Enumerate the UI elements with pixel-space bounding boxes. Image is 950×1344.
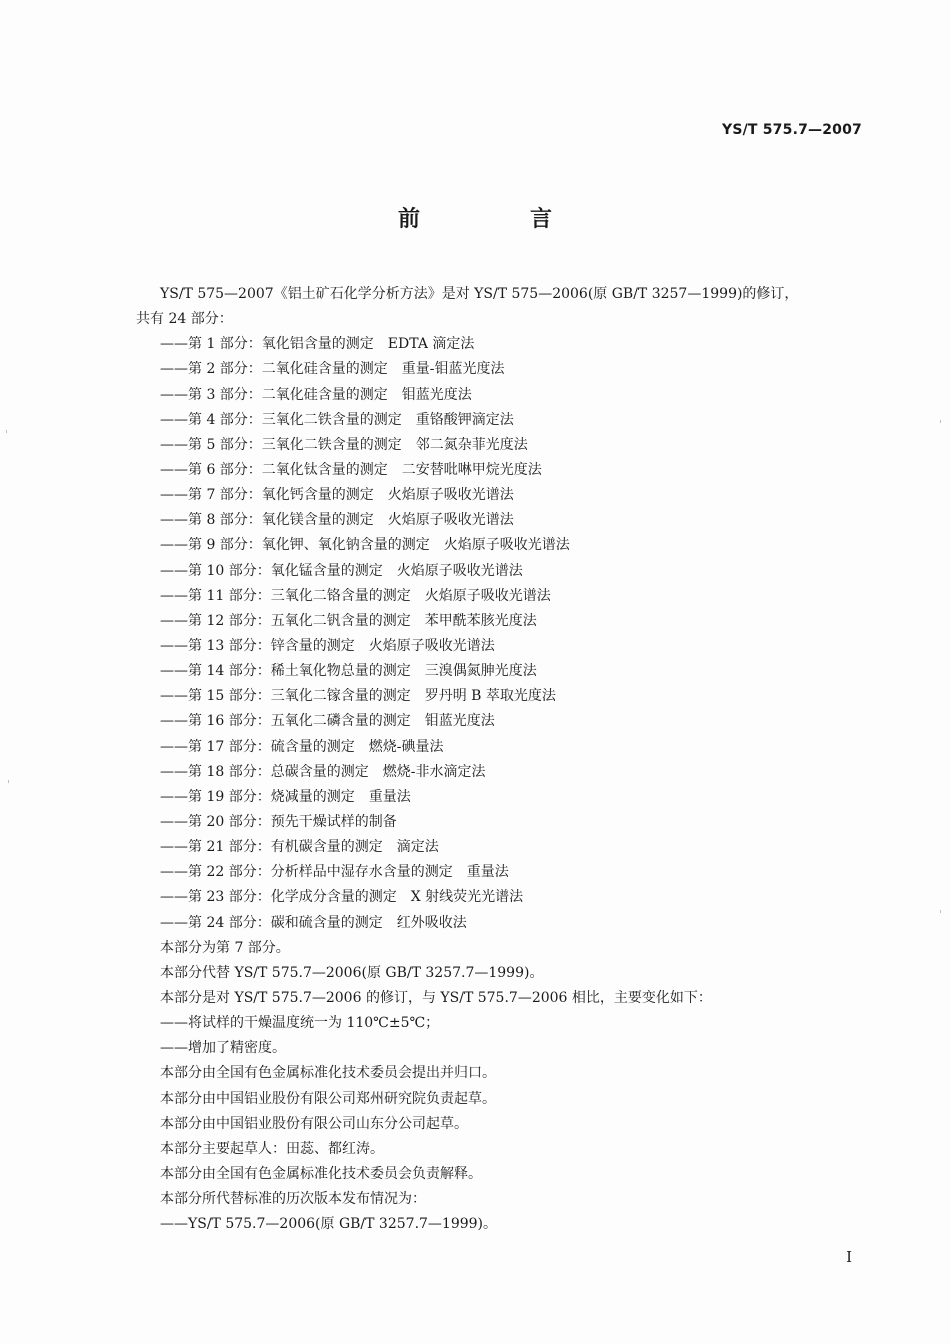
list-item: ——第 18 部分：总碳含量的测定 燃烧-非水滴定法 <box>160 763 486 780</box>
intro-line: 共有 24 部分： <box>136 311 233 328</box>
foreword-body <box>136 282 864 1237</box>
list-item: ——第 19 部分：烧减量的测定 重量法 <box>160 788 411 805</box>
list-item: ——第 15 部分：三氧化二镓含量的测定 罗丹明 B 萃取光度法 <box>160 688 556 705</box>
page-number: I <box>846 1248 852 1266</box>
list-item: ——第 17 部分：硫含量的测定 燃烧-碘量法 <box>160 738 444 755</box>
list-item: ——第 23 部分：化学成分含量的测定 X 射线荧光光谱法 <box>160 889 524 906</box>
scan-artifact <box>940 420 941 423</box>
list-item: ——第 16 部分：五氧化二磷含量的测定 钼蓝光度法 <box>160 713 495 730</box>
list-item: ——第 1 部分：氧化铝含量的测定 EDTA 滴定法 <box>160 336 475 353</box>
list-item: ——第 3 部分：二氧化硅含量的测定 钼蓝光度法 <box>160 386 472 403</box>
history-intro: 本部分所代替标准的历次版本发布情况为： <box>160 1191 426 1208</box>
change-item: ——将试样的干燥温度统一为 110℃±5℃； <box>160 1015 440 1032</box>
interpreted-by-statement: 本部分由全国有色金属标准化技术委员会负责解释。 <box>160 1165 482 1182</box>
revision-statement: 本部分是对 YS/T 575.7—2006 的修订，与 YS/T 575.7—2006 相比，主要变化如下： <box>160 989 712 1006</box>
scan-artifact <box>940 910 941 913</box>
list-item: ——第 12 部分：五氧化二钒含量的测定 苯甲酰苯胲光度法 <box>160 612 537 629</box>
drafters-statement: 本部分主要起草人：田蕊、都红涛。 <box>160 1140 384 1157</box>
list-item: ——第 24 部分：碳和硫含量的测定 红外吸收法 <box>160 914 467 931</box>
list-item: ——第 10 部分：氧化锰含量的测定 火焰原子吸收光谱法 <box>160 562 523 579</box>
parts-list <box>136 332 864 935</box>
intro-line: YS/T 575—2007《铝土矿石化学分析方法》是对 YS/T 575—2006(原 GB/T 3257—1999)的修订， <box>160 286 799 302</box>
list-item: ——第 7 部分：氧化钙含量的测定 火焰原子吸收光谱法 <box>160 487 514 504</box>
page-title: 前 言 <box>397 207 596 232</box>
list-item: ——第 9 部分：氧化钾、氧化钠含量的测定 火焰原子吸收光谱法 <box>160 537 570 554</box>
standard-code: YS/T 575.7—2007 <box>721 122 862 138</box>
drafted-by-statement: 本部分由中国铝业股份有限公司山东分公司起草。 <box>160 1115 468 1132</box>
list-item: ——第 8 部分：氧化镁含量的测定 火焰原子吸收光谱法 <box>160 512 514 529</box>
history-item: ——YS/T 575.7—2006(原 GB/T 3257.7—1999)。 <box>160 1216 498 1233</box>
list-item: ——第 13 部分：锌含量的测定 火焰原子吸收光谱法 <box>160 637 495 654</box>
replaces-statement: 本部分代替 YS/T 575.7—2006(原 GB/T 3257.7—1999)。 <box>160 964 544 981</box>
drafted-by-statement: 本部分由中国铝业股份有限公司郑州研究院负责起草。 <box>160 1090 496 1107</box>
list-item: ——第 20 部分：预先干燥试样的制备 <box>160 813 397 830</box>
list-item: ——第 4 部分：三氧化二铁含量的测定 重铬酸钾滴定法 <box>160 411 514 428</box>
list-item: ——第 2 部分：二氧化硅含量的测定 重量-钼蓝光度法 <box>160 361 505 378</box>
list-item: ——第 11 部分：三氧化二铬含量的测定 火焰原子吸收光谱法 <box>160 587 551 604</box>
list-item: ——第 5 部分：三氧化二铁含量的测定 邻二氮杂菲光度法 <box>160 436 528 453</box>
list-item: ——第 22 部分：分析样品中湿存水含量的测定 重量法 <box>160 864 509 881</box>
change-item: ——增加了精密度。 <box>160 1040 286 1057</box>
list-item: ——第 14 部分：稀土氧化物总量的测定 三溴偶氮胂光度法 <box>160 663 537 680</box>
this-part-statement: 本部分为第 7 部分。 <box>160 939 290 956</box>
scan-artifact <box>8 780 9 783</box>
list-item: ——第 6 部分：二氧化钛含量的测定 二安替吡啉甲烷光度法 <box>160 461 542 478</box>
list-item: ——第 21 部分：有机碳含量的测定 滴定法 <box>160 839 439 856</box>
scan-artifact <box>6 430 7 433</box>
proposed-by-statement: 本部分由全国有色金属标准化技术委员会提出并归口。 <box>160 1065 496 1082</box>
